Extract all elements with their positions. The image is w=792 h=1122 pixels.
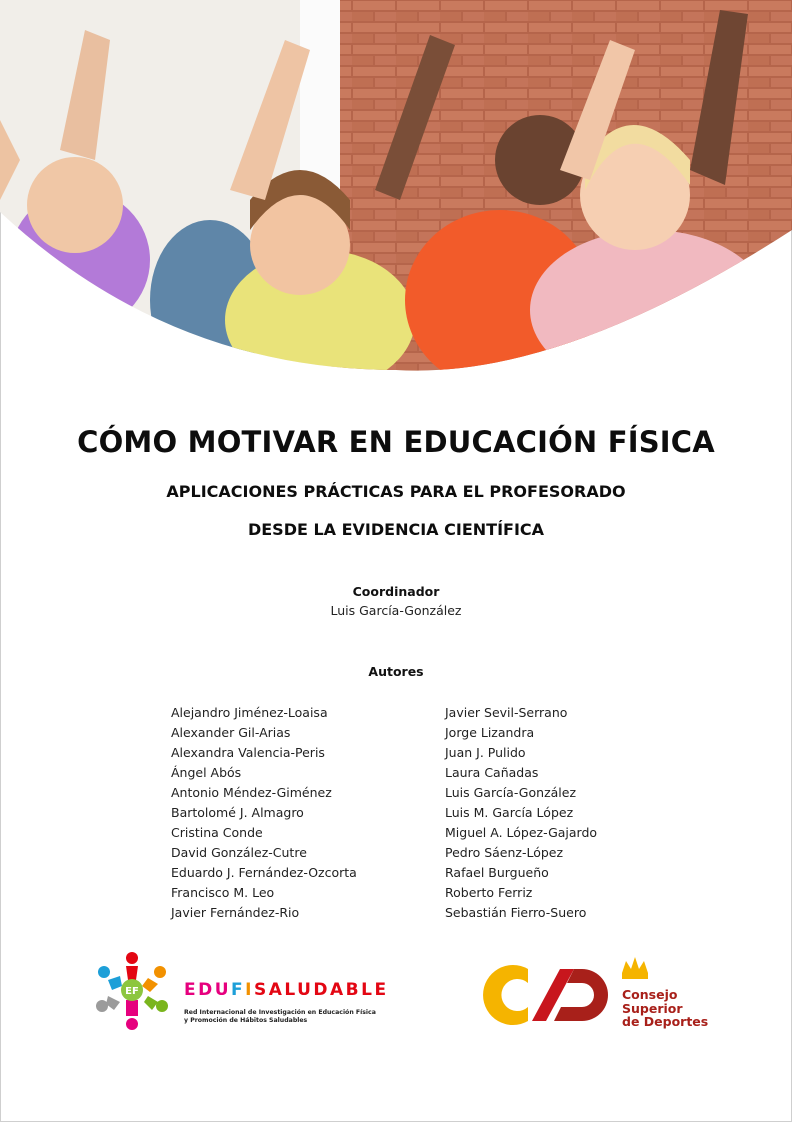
csd-emblem-icon bbox=[470, 955, 620, 1035]
csd-name bbox=[622, 988, 708, 1029]
author-name: Francisco M. Leo bbox=[171, 885, 275, 900]
author-name: Alexander Gil-Arias bbox=[171, 725, 291, 740]
authors-heading: Autores bbox=[368, 664, 424, 679]
author-name: Ángel Abós bbox=[171, 765, 242, 780]
csd-name-line1: Consejo bbox=[622, 987, 678, 1002]
author-name: Alexandra Valencia-Peris bbox=[171, 745, 325, 760]
edufis-badge: EF bbox=[125, 986, 139, 997]
author-name: Cristina Conde bbox=[171, 825, 263, 840]
edufis-tagline-line2: y Promoción de Hábitos Saludables bbox=[184, 1017, 308, 1024]
author-name: Eduardo J. Fernández-Ozcorta bbox=[171, 865, 357, 880]
author-name: Jorge Lizandra bbox=[445, 725, 535, 740]
edufisaludable-tagline bbox=[184, 1009, 376, 1025]
author-name: Laura Cañadas bbox=[445, 765, 539, 780]
author-name: Rafael Burgueño bbox=[445, 865, 549, 880]
document-title: CÓMO MOTIVAR EN EDUCACIÓN FÍSICA bbox=[77, 425, 715, 459]
hero-photo bbox=[0, 0, 792, 372]
edufis-emblem-icon bbox=[92, 950, 172, 1030]
authors-left-column bbox=[171, 703, 357, 923]
authors-right-column bbox=[445, 703, 597, 923]
author-name: Luis García-González bbox=[445, 785, 577, 800]
author-name: Roberto Ferriz bbox=[445, 885, 533, 900]
author-name: Javier Sevil-Serrano bbox=[445, 705, 568, 720]
author-name: Luis M. García López bbox=[445, 805, 574, 820]
edufis-tagline-line1: Red Internacional de Investigación en Educación Física bbox=[184, 1009, 376, 1016]
csd-logo bbox=[470, 955, 710, 1035]
crown-icon bbox=[618, 955, 652, 983]
csd-name-line3: de Deportes bbox=[622, 1014, 709, 1029]
edufisaludable-logo bbox=[92, 950, 389, 1035]
coordinator-heading: Coordinador bbox=[352, 584, 440, 599]
coordinator-name: Luis García-González bbox=[330, 603, 462, 618]
author-name: Alejandro Jiménez-Loaisa bbox=[171, 705, 328, 720]
author-name: Juan J. Pulido bbox=[445, 745, 526, 760]
edufisaludable-wordmark: EDUFISALUDABLE bbox=[184, 980, 389, 1000]
author-name: Javier Fernández-Rio bbox=[171, 905, 300, 920]
author-name: Pedro Sáenz-López bbox=[445, 845, 564, 860]
author-name: Bartolomé J. Almagro bbox=[171, 805, 304, 820]
author-name: Miguel A. López-Gajardo bbox=[445, 825, 598, 840]
author-name: Sebastián Fierro-Suero bbox=[445, 905, 587, 920]
csd-name-line2: Superior bbox=[622, 1000, 683, 1016]
document-subtitle-line1: APLICACIONES PRÁCTICAS PARA EL PROFESORADO bbox=[166, 482, 626, 501]
document-subtitle-line2: DESDE LA EVIDENCIA CIENTÍFICA bbox=[247, 520, 545, 539]
author-name: David González-Cutre bbox=[171, 845, 307, 860]
author-name: Antonio Méndez-Giménez bbox=[171, 785, 332, 800]
